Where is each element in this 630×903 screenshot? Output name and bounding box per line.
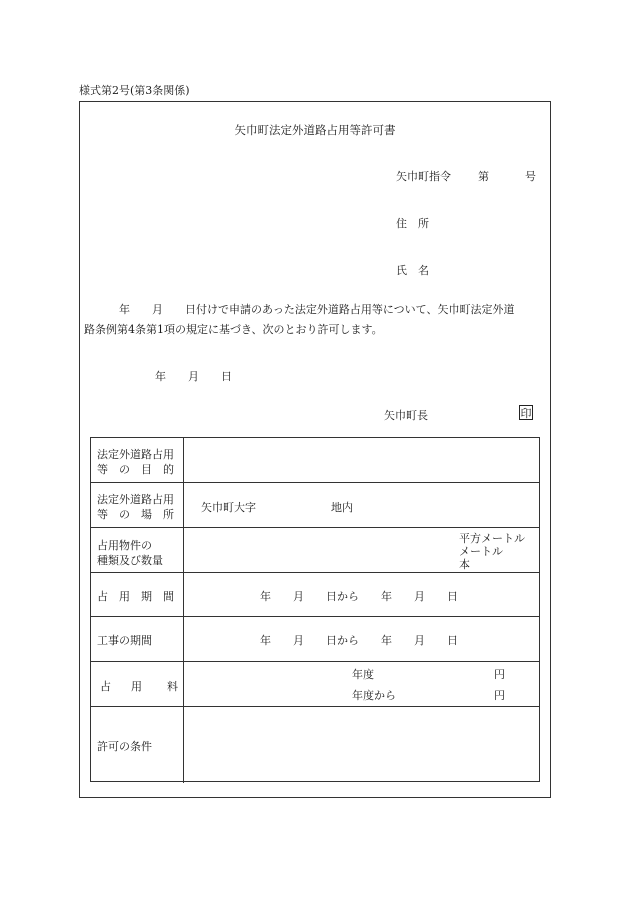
location-town-value: 矢巾町大字 (201, 501, 256, 514)
fee-line1-yen: 円 (494, 668, 505, 681)
command-number-prefix: 矢巾町指令 (396, 170, 451, 183)
address-label: 住 所 (396, 217, 429, 230)
purpose-label-2: 等 の 目 的 (97, 463, 174, 476)
period-value: 年 月 日から 年 月 日 (260, 590, 458, 603)
conditions-label: 許可の条件 (97, 740, 152, 753)
mayor-title: 矢巾町長 (384, 409, 428, 422)
permit-details-table (90, 437, 540, 782)
items-unit-count: 本 (459, 558, 470, 571)
table-row-period (91, 572, 539, 616)
body-text-line-2: 路条例第4条第1項の規定に基づき、次のとおり許可します。 (84, 323, 383, 336)
command-number-go: 号 (525, 170, 536, 183)
name-label: 氏 名 (396, 264, 429, 277)
construction-value: 年 月 日から 年 月 日 (260, 634, 458, 647)
location-label-1: 法定外道路占用 (97, 493, 174, 506)
items-unit-square-meter: 平方メートル (459, 532, 525, 545)
items-label-2: 種類及び数量 (97, 554, 163, 567)
location-label-2: 等 の 場 所 (97, 508, 174, 521)
fee-line2: 年度から (352, 689, 396, 702)
issue-date: 年 月 日 (155, 370, 232, 383)
table-row-purpose (91, 438, 539, 482)
items-label-1: 占用物件の (97, 539, 152, 552)
period-label: 占 用 期 間 (97, 590, 174, 603)
items-unit-meter: メートル (459, 545, 503, 558)
fee-line2-yen: 円 (494, 689, 505, 702)
table-row-items (91, 527, 539, 572)
document-title: 矢巾町法定外道路占用等許可書 (234, 123, 396, 137)
form-number-label: 様式第2号(第3条関係) (79, 84, 190, 97)
table-row-fee (91, 661, 539, 706)
construction-label: 工事の期間 (97, 634, 152, 647)
body-text-line-1: 年 月 日付けで申請のあった法定外道路占用等について、矢巾町法定外道 (119, 303, 515, 316)
table-row-location (91, 482, 539, 527)
seal-mark: 印 (520, 407, 532, 420)
location-chinai-value: 地内 (331, 501, 353, 514)
fee-label-c: 料 (167, 680, 178, 693)
command-number-dai: 第 (478, 170, 489, 183)
table-row-conditions (91, 706, 539, 783)
fee-label-b: 用 (131, 680, 142, 693)
fee-label-a: 占 (100, 680, 111, 693)
purpose-label-1: 法定外道路占用 (97, 448, 174, 461)
table-row-construction (91, 616, 539, 661)
fee-line1: 年度 (352, 668, 374, 681)
